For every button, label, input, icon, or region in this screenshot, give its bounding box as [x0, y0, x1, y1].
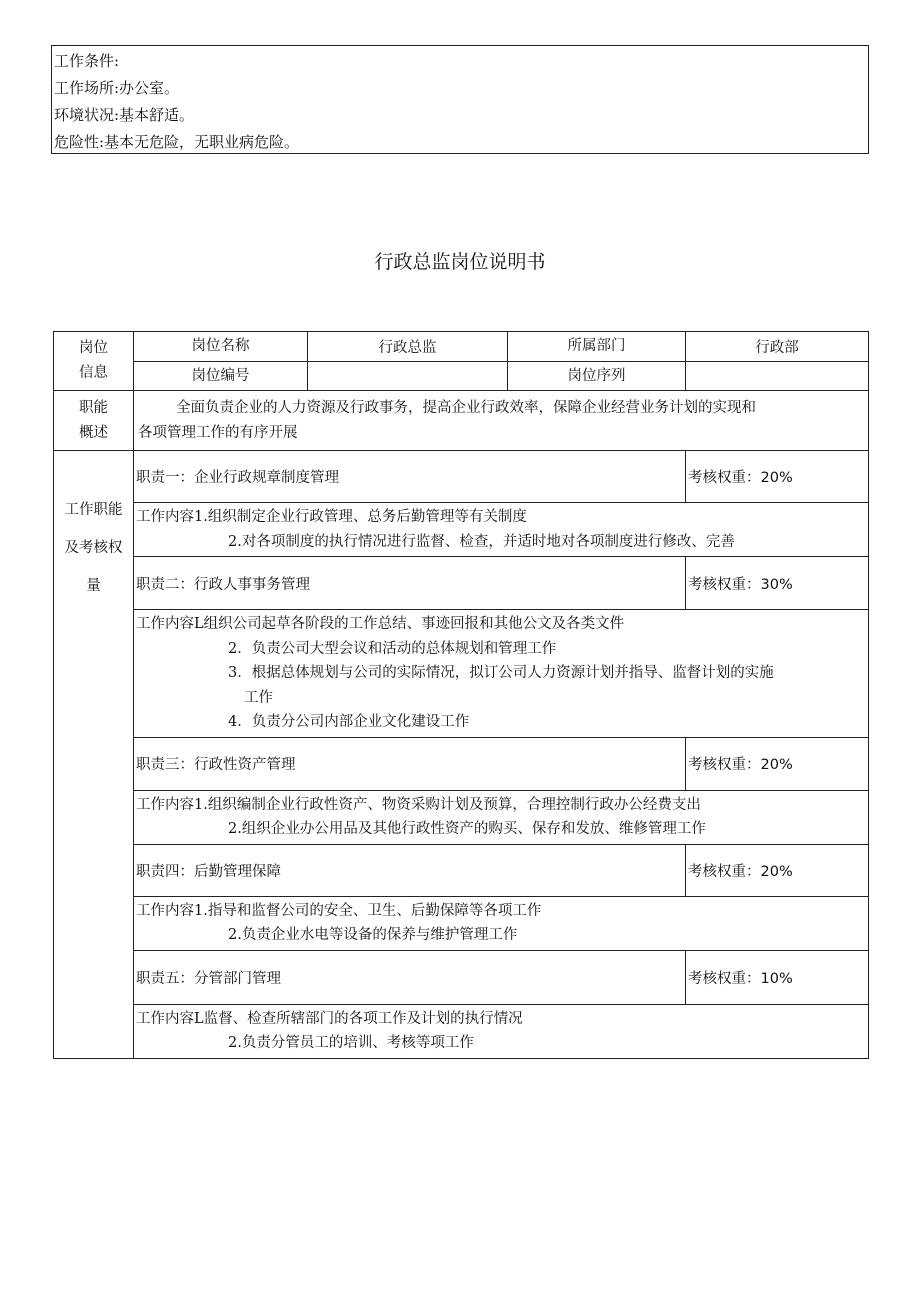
duty-content-line: 工作内容1.组织编制企业行政性资产、物资采购计划及预算，合理控制行政办公经费支出: [136, 796, 701, 813]
position-code-value: [308, 362, 508, 391]
conditions-workplace: 工作场所:办公室。: [54, 79, 180, 97]
duty-weight: 考核权重：20%: [686, 737, 869, 790]
duties-label-line3: 量: [86, 578, 101, 594]
summary-text-line2: 各项管理工作的有序开展: [138, 424, 298, 441]
duty-title: 职责一：企业行政规章制度管理: [134, 451, 686, 503]
duty-content-line: 工作: [244, 689, 273, 706]
duty-content: [134, 503, 869, 557]
duty-content-line: 2.负责企业水电等设备的保养与维护管理工作: [228, 927, 518, 943]
job-description-table: [53, 331, 869, 1059]
duty-content-line: 2.组织企业办公用品及其他行政性资产的购买、保存和发放、维修管理工作: [228, 821, 706, 837]
summary-text-line1: 全面负责企业的人力资源及行政事务，提高企业行政效率，保障企业经营业务计划的实现和: [176, 399, 756, 416]
job-info-label: [54, 332, 134, 391]
duties-section-label: [54, 451, 134, 1059]
duty-content-line: 2.负责分管员工的培训、考核等项工作: [228, 1035, 474, 1051]
duty-content-line: 2．负责公司大型会议和活动的总体规划和管理工作: [228, 640, 557, 657]
work-conditions-box: [51, 45, 869, 154]
conditions-heading: 工作条件:: [54, 52, 120, 70]
position-sequence-value: [686, 362, 869, 391]
duty-content: [134, 790, 869, 844]
duty-title: 职责三：行政性资产管理: [134, 737, 686, 790]
summary-label-line2: 概述: [79, 424, 108, 441]
conditions-environment: 环境状况:基本舒适。: [54, 106, 195, 124]
duty-title: 职责二：行政人事事务管理: [134, 557, 686, 610]
duty-content-line: 工作内容1.指导和监督公司的安全、卫生、后勤保障等各项工作: [136, 902, 542, 919]
duty-content-line: 工作内容L组织公司起草各阶段的工作总结、事迹回报和其他公文及各类文件: [136, 616, 625, 632]
duties-label-line1: 工作职能: [64, 502, 123, 518]
document-title: 行政总监岗位说明书: [374, 251, 546, 273]
summary-label-line1: 职能: [79, 399, 108, 416]
department-label: 所属部门: [508, 332, 686, 362]
duty-title: 职责四：后勤管理保障: [134, 844, 686, 896]
summary-text: [134, 391, 869, 451]
duty-title: 职责五：分管部门管理: [134, 950, 686, 1004]
duty-content: [134, 610, 869, 738]
conditions-hazard: 危险性:基本无危险，无职业病危险。: [54, 133, 300, 151]
department-value: 行政部: [686, 332, 869, 362]
duty-content-line: 4．负责分公司内部企业文化建设工作: [228, 714, 470, 730]
duty-content: [134, 1004, 869, 1058]
position-name-value: 行政总监: [308, 332, 508, 362]
position-code-label: 岗位编号: [134, 362, 308, 391]
duty-weight: 考核权重：20%: [686, 451, 869, 503]
duty-content-line: 工作内容1.组织制定企业行政管理、总务后勤管理等有关制度: [136, 509, 527, 525]
duty-content-line: 3．根据总体规划与公司的实际情况，拟订公司人力资源计划并指导、监督计划的实施: [228, 665, 774, 681]
position-sequence-label: 岗位序列: [508, 362, 686, 391]
duty-content-line: 工作内容L监督、检查所辖部门的各项工作及计划的执行情况: [136, 1010, 523, 1027]
duty-weight: 考核权重：10%: [686, 950, 869, 1004]
position-name-label: 岗位名称: [134, 332, 308, 362]
duty-weight: 考核权重：20%: [686, 844, 869, 896]
duties-label-line2: 及考核权: [64, 540, 123, 556]
job-info-label-line2: 信息: [79, 365, 108, 381]
job-info-label-line1: 岗位: [79, 340, 108, 356]
duty-content-line: 2.对各项制度的执行情况进行监督、检查，并适时地对各项制度进行修改、完善: [228, 533, 735, 550]
duty-weight: 考核权重：30%: [686, 557, 869, 610]
summary-label: [54, 391, 134, 451]
duty-content: [134, 896, 869, 950]
